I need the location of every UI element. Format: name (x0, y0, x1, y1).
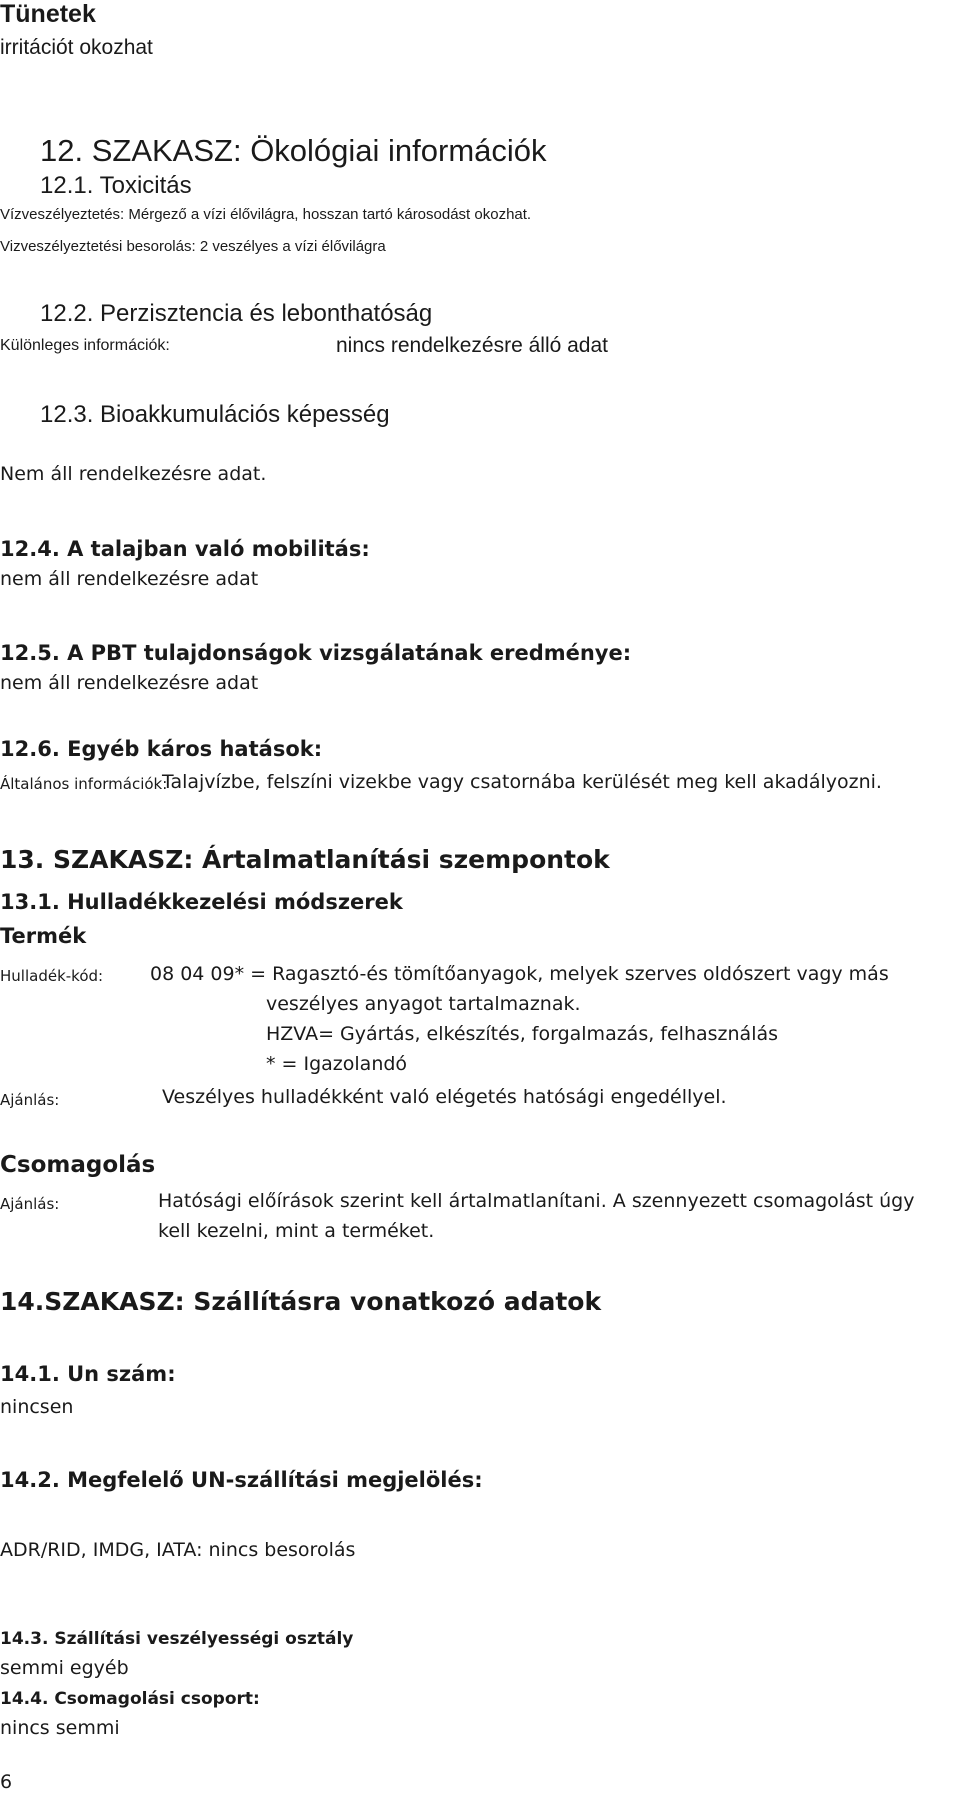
packaging-line2: kell kezelni, mint a terméket. (158, 1220, 435, 1242)
section-12-6-value: Talajvízbe, felszíni vizekbe vagy csatornába kerülését meg kell akadályozni. (162, 771, 882, 793)
section-12-3-text: Nem áll rendelkezésre adat. (0, 463, 267, 485)
section-14-3-text: semmi egyéb (0, 1657, 129, 1679)
section-12-6-title: 12.6. Egyéb káros hatások: (0, 737, 323, 761)
section-13-1-title: 13.1. Hulladékkezelési módszerek (0, 890, 403, 914)
section-14-2-title: 14.2. Megfelelő UN-szállítási megjelölés: (0, 1468, 483, 1492)
waste-code-line2: veszélyes anyagot tartalmaznak. (266, 993, 581, 1015)
waste-code-line3: HZVA= Gyártás, elkészítés, forgalmazás, felhasználás (266, 1023, 779, 1045)
tunetek-text: irritációt okozhat (0, 36, 153, 59)
section-14-3-title: 14.3. Szállítási veszélyességi osztály (0, 1629, 354, 1649)
section-14-4-title: 14.4. Csomagolási csoport: (0, 1689, 260, 1709)
section-12-5-text: nem áll rendelkezésre adat (0, 672, 259, 694)
section-12-5-title: 12.5. A PBT tulajdonságok vizsgálatának eredménye: (0, 641, 632, 665)
waste-code-label: Hulladék-kód: (0, 967, 104, 985)
section-13-title: 13. SZAKASZ: Ártalmatlanítási szempontok (0, 845, 610, 874)
section-12-4-title: 12.4. A talajban való mobilitás: (0, 537, 370, 561)
section-14-4-text: nincs semmi (0, 1717, 120, 1739)
page-number: 6 (0, 1771, 13, 1793)
section-14-1-text: nincsen (0, 1396, 74, 1418)
recommendation-value: Veszélyes hulladékként való elégetés hatósági engedéllyel. (162, 1086, 727, 1108)
section-12-2-value: nincs rendelkezésre álló adat (336, 334, 608, 357)
packaging-line1: Hatósági előírások szerint kell ártalmatlanítani. A szennyezett csomagolást úgy (158, 1190, 915, 1212)
section-12-title: 12. SZAKASZ: Ökológiai információk (40, 133, 547, 168)
section-12-2-title: 12.2. Perzisztencia és lebonthatóság (40, 300, 433, 327)
section-12-4-text: nem áll rendelkezésre adat (0, 568, 259, 590)
waste-code-line4: * = Igazolandó (266, 1053, 408, 1075)
recommendation-label: Ajánlás: (0, 1091, 60, 1109)
section-12-1-title: 12.1. Toxicitás (40, 172, 192, 199)
section-12-6-label: Általános információk: (0, 775, 168, 793)
tunetek-heading: Tünetek (0, 0, 96, 28)
section-12-1-line1: Vízveszélyeztetés: Mérgező a vízi élővilágra, hosszan tartó károsodást okozhat. (0, 206, 532, 223)
section-12-2-label: Különleges információk: (0, 337, 170, 354)
waste-code-line1: 08 04 09* = Ragasztó-és tömítőanyagok, melyek szerves oldószert vagy más (150, 963, 889, 985)
section-14-2-text: ADR/RID, IMDG, IATA: nincs besorolás (0, 1539, 356, 1561)
packaging-label: Ajánlás: (0, 1195, 60, 1213)
section-14-title: 14.SZAKASZ: Szállításra vonatkozó adatok (0, 1287, 602, 1316)
packaging-heading: Csomagolás (0, 1152, 156, 1178)
section-14-1-title: 14.1. Un szám: (0, 1362, 176, 1386)
termek-heading: Termék (0, 924, 87, 948)
section-12-3-title: 12.3. Bioakkumulációs képesség (40, 401, 390, 428)
section-12-1-line2: Vizveszélyeztetési besorolás: 2 veszélyes a vízi élővilágra (0, 238, 386, 255)
